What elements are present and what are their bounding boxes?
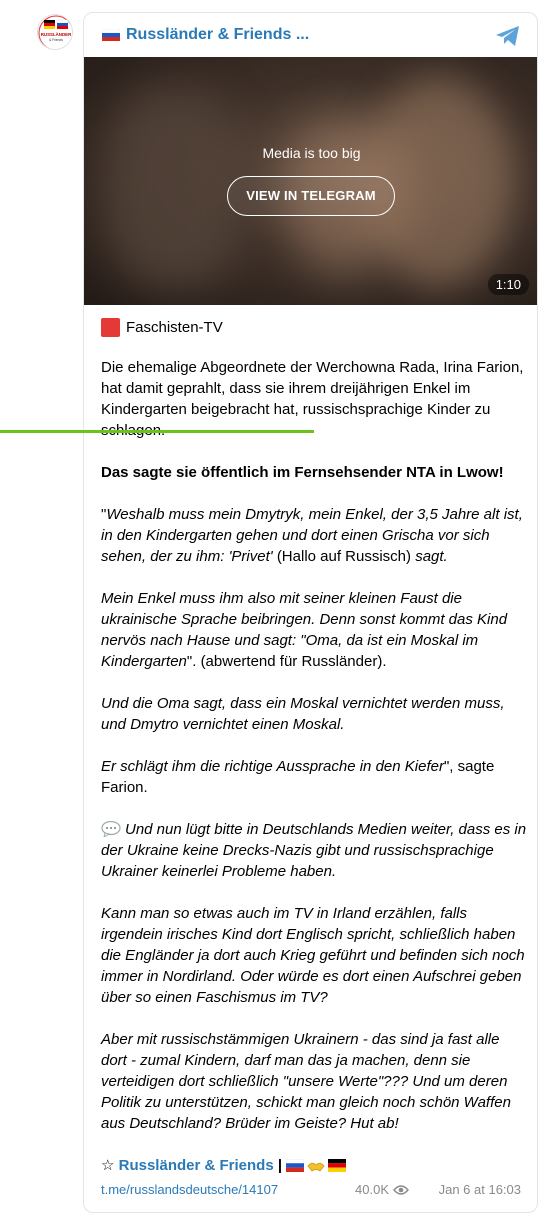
view-count: 40.0K xyxy=(355,1182,389,1197)
paragraph xyxy=(101,588,527,672)
bold-text: Das sagte sie öffentlich im Fernsehsender NTA in Lwow! xyxy=(101,464,504,481)
message-header xyxy=(84,13,537,57)
quote-mark: " xyxy=(101,506,107,523)
speech-bubble-icon xyxy=(101,821,121,837)
star-icon: ☆ xyxy=(101,1157,115,1174)
italic-text: Aber mit russischstämmigen Ukrainern - das sind ja fast alle dort - zumal Kindern, darf man das ja machen, denn sie verteidigen dort schließlich "unsere Werte"??? Und um deren Politik zu unterstützen, schickt man gleich noch schön Waffen aus Deutschland? Brüder im Geiste? Hut ab! xyxy=(101,1031,511,1132)
italic-text: Mein Enkel muss ihm also mit seiner kleinen Faust die ukrainische Sprache beibringen. Denn sonst kommt das Kind nervös nach Hause und sagt: "Oma, da ist ein Moskal im Kindergarten xyxy=(101,590,508,670)
channel-title[interactable]: Russländer & Friends ... xyxy=(126,26,310,43)
paragraph xyxy=(101,756,527,798)
emoji-flags xyxy=(286,1159,346,1173)
telegram-icon[interactable] xyxy=(495,24,521,48)
plain-text: (Hallo auf Russisch) xyxy=(276,548,416,565)
channel-signature xyxy=(101,1156,346,1174)
red-square-icon xyxy=(101,318,120,337)
russia-flag-icon xyxy=(286,1159,304,1172)
view-in-telegram-button[interactable]: VIEW IN TELEGRAM xyxy=(227,176,395,216)
svg-text:RUSSLÄNDER: RUSSLÄNDER xyxy=(40,32,72,37)
channel-logo-icon xyxy=(38,15,73,50)
post-link[interactable]: t.me/russlandsdeutsche/14107 xyxy=(101,1182,279,1197)
italic-text: sagt. xyxy=(415,548,448,565)
blurred-thumbnail xyxy=(104,87,244,287)
separator: | xyxy=(277,1157,283,1174)
svg-text:& Friends: & Friends xyxy=(49,38,63,42)
paragraph xyxy=(101,819,527,882)
paragraph-bold xyxy=(101,462,527,483)
paragraph xyxy=(101,903,527,1008)
russia-flag-icon xyxy=(102,29,120,41)
message-meta xyxy=(101,1182,521,1200)
message-text xyxy=(101,315,527,1134)
handshake-icon xyxy=(307,1159,325,1173)
eye-icon xyxy=(393,1184,409,1196)
video-duration: 1:10 xyxy=(488,274,529,295)
signature-link[interactable]: Russländer & Friends xyxy=(118,1157,274,1174)
paragraph xyxy=(101,693,527,735)
post-date[interactable]: Jan 6 at 16:03 xyxy=(438,1182,521,1197)
media-too-big-message: Media is too big xyxy=(262,145,361,161)
italic-text: Kann man so etwas auch im TV in Irland erzählen, falls irgendein irisches Kind dort Englisch spricht, schließlich haben die Engländer ja dort auch Krieg geführt und befinden sich noch immer in Nordirland. Oder würde es dort einen Aufschrei geben über so einen Faschismus im TV? xyxy=(101,905,525,1006)
post-title-text: Faschisten-TV xyxy=(126,318,223,336)
italic-text: Weshalb muss mein Dmytryk, mein Enkel, der 3,5 Jahre alt ist, in den Kindergarten gehen und dort einen Grischa vor sich sehen, der zu ihm: 'Privet' xyxy=(101,506,523,565)
plain-text: ". (abwertend für Russländer). xyxy=(186,653,387,670)
video-preview[interactable] xyxy=(84,57,538,305)
italic-text: Und die Oma sagt, dass ein Moskal vernichtet werden muss, und Dmytro vernichtet einen Moskal. xyxy=(101,695,505,733)
highlight-line xyxy=(0,430,314,433)
plain-text: ", sagte Farion. xyxy=(101,758,495,796)
paragraph xyxy=(101,504,527,567)
italic-text: Er schlägt ihm die richtige Aussprache in den Kiefer xyxy=(101,758,444,775)
post-title xyxy=(101,315,527,339)
italic-text: Und nun lügt bitte in Deutschlands Medien weiter, dass es in der Ukraine keine Drecks-Nazis gibt und russischsprachige Ukrainer keinerlei Probleme haben. xyxy=(101,821,527,880)
paragraph xyxy=(101,1029,527,1134)
paragraph: Die ehemalige Abgeordnete der Werchowna Rada, Irina Farion, hat damit geprahlt, dass sie ihrem dreijährigen Enkel im Kindergarten beigebracht hat, russischsprachige Kinder zu xyxy=(101,359,524,418)
channel-avatar[interactable] xyxy=(37,14,73,50)
message-card xyxy=(83,12,538,1213)
germany-flag-icon xyxy=(328,1159,346,1172)
